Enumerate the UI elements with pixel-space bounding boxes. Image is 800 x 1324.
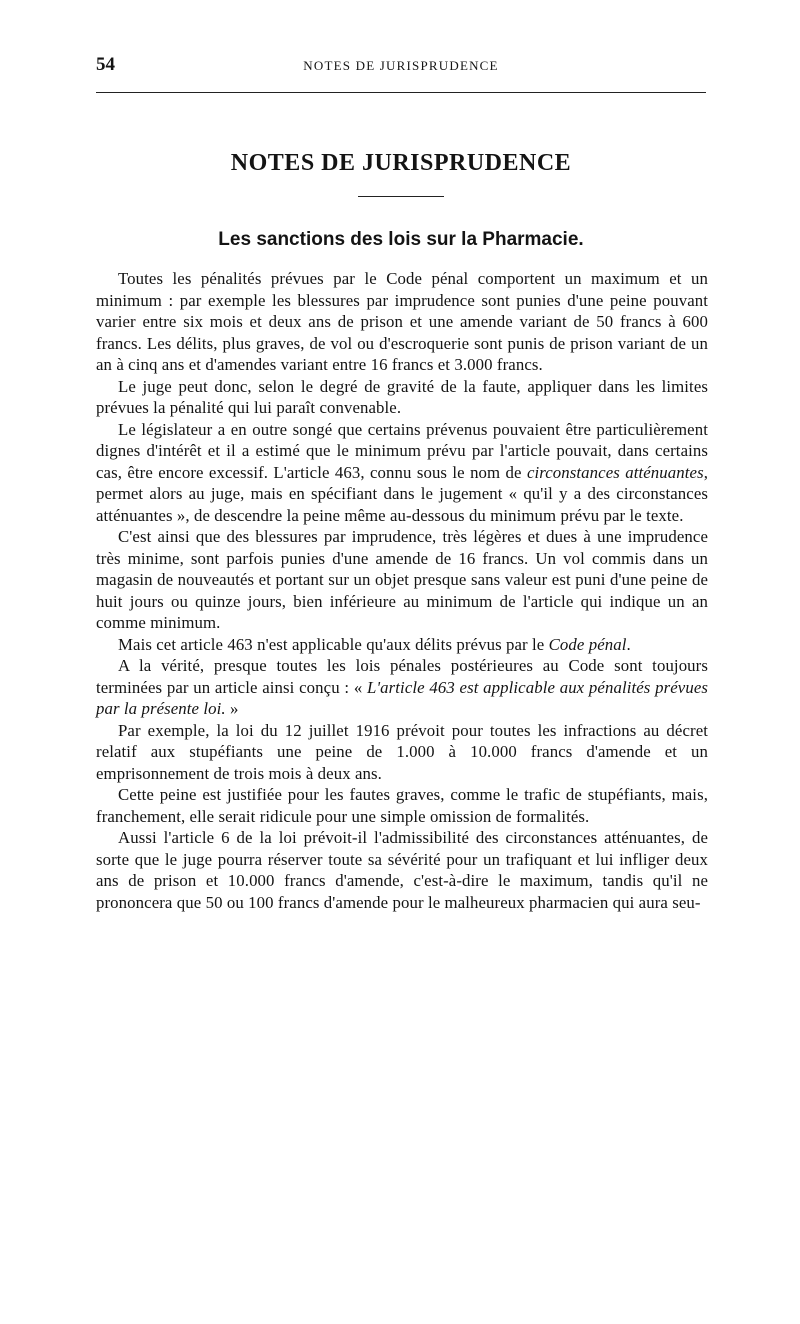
running-head: NOTES DE JURISPRUDENCE xyxy=(303,58,499,73)
paragraph-3-italic: circonstances atténuantes xyxy=(526,462,704,482)
paragraph-6-italic: L'article 463 est applicable aux pénalités prévues par la présente loi. xyxy=(96,677,708,718)
page-number: 54 xyxy=(96,54,115,75)
header-rule xyxy=(96,92,706,93)
paragraph-3-text-before: Le législateur a en outre songé que certains prévenus pouvaient être particulièrement dignes d'intérêt et il a estimé que le minimum prévu par l'article pouvait, dans certains cas, être encore excessif. L'article 463, connu sous le nom de xyxy=(96,419,708,482)
paragraph-6-text-before: A la vérité, presque toutes les lois pénales postérieures au Code sont toujours terminées par un article ainsi conçu : « xyxy=(96,656,708,697)
paragraph-5 xyxy=(96,634,708,656)
title-rule xyxy=(358,196,444,197)
paragraph-8: Cette peine est justifiée pour les fautes graves, comme le trafic de stupéfiants, mais, franchement, elle serait ridicule pour une simple omission de formalités. xyxy=(96,785,708,826)
paragraph-6-text-after: » xyxy=(225,699,239,718)
paragraph-5-text-before: Mais cet article 463 n'est applicable qu'aux délits prévus par le xyxy=(118,634,549,654)
paragraph-3 xyxy=(96,419,708,527)
paragraph-9: Aussi l'article 6 de la loi prévoit-il l'admissibilité des circonstances atténuantes, de sorte que le juge pourra réserver toute sa sévérité pour un trafiquant et lui infliger deux ans de prison et 10.000 francs d'amende, c'est-à-dire le maximum, tandis qu'il ne prononcera que 50 ou 100 francs d'amende pour le malheureux pharmacien qui aura seu- xyxy=(96,828,708,912)
paragraph-3-text-after: , permet alors au juge, mais en spécifiant dans le jugement « qu'il y a des circonstances atténuantes », de descendre la peine même au-dessous du minimum prévu par le texte. xyxy=(96,462,708,525)
paragraph-4: C'est ainsi que des blessures par imprudence, très légères et dues à une imprudence très minime, sont parfois punies d'une amende de 16 francs. Un vol commis dans un magasin de nouveautés et portant sur un objet presque sans valeur est puni d'une peine de huit jours ou quinze jours, bien inférieure au minimum de l'article qui indique un an comme minimum. xyxy=(96,527,708,632)
paragraph-2: Le juge peut donc, selon le degré de gravité de la faute, appliquer dans les limites prévues la pénalité qui lui paraît convenable. xyxy=(96,376,708,417)
paragraph-5-italic: Code pénal xyxy=(548,634,627,654)
article-body xyxy=(96,268,708,913)
paragraph-1: Toutes les pénalités prévues par le Code pénal comportent un maximum et un minimum : par exemple les blessures par imprudence sont punies d'une peine pouvant varier entre six mois et deux ans de prison et une amende variant de 50 francs à 600 francs. Les délits, plus graves, de vol ou d'escroquerie sont punis de prison variant de un an à cinq ans et d'amendes variant entre 16 francs et 3.000 francs. xyxy=(96,269,708,374)
section-title: NOTES DE JURISPRUDENCE xyxy=(230,150,572,176)
article-title: Les sanctions des lois sur la Pharmacie. xyxy=(218,229,584,250)
paragraph-7: Par exemple, la loi du 12 juillet 1916 prévoit pour toutes les infractions au décret relatif aux stupéfiants une peine de 1.000 à 10.000 francs d'amende et un emprisonnement de trois mois à deux ans. xyxy=(96,720,708,783)
paragraph-5-text-after: . xyxy=(626,634,631,654)
page-header xyxy=(96,54,706,78)
paragraph-6 xyxy=(96,655,708,720)
